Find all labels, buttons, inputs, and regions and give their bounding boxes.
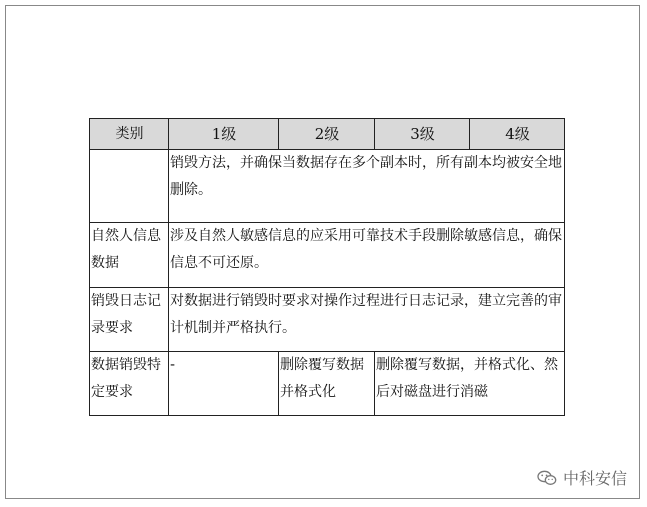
header-category: 类别	[90, 119, 169, 150]
header-level-1: 1级	[169, 119, 279, 150]
row-level-2: 删除覆写数据并格式化	[279, 352, 375, 416]
table-header-row	[90, 119, 565, 150]
watermark	[537, 466, 627, 489]
table-row	[90, 288, 565, 352]
row-text: 销毁方法，并确保当数据存在多个副本时，所有副本均被安全地删除。	[169, 150, 565, 223]
row-category: 销毁日志记录要求	[90, 288, 169, 352]
row-category: 自然人信息数据	[90, 223, 169, 288]
watermark-text: 中科安信	[562, 469, 627, 488]
row-level-1: -	[169, 352, 279, 416]
row-category	[90, 150, 169, 223]
header-level-2: 2级	[279, 119, 375, 150]
row-text: 涉及自然人敏感信息的应采用可靠技术手段删除敏感信息，确保信息不可还原。	[169, 223, 565, 288]
row-text: 对数据进行销毁时要求对操作过程进行日志记录，建立完善的审计机制并严格执行。	[169, 288, 565, 352]
row-level-3-4: 删除覆写数据，并格式化、然后对磁盘进行消磁	[375, 352, 565, 416]
header-level-4: 4级	[470, 119, 565, 150]
table-row	[90, 150, 565, 223]
table-row	[90, 352, 565, 416]
wechat-icon	[537, 470, 557, 486]
row-category: 数据销毁特定要求	[90, 352, 169, 416]
destruction-requirements-table	[89, 118, 565, 416]
header-level-3: 3级	[375, 119, 470, 150]
table-row	[90, 223, 565, 288]
